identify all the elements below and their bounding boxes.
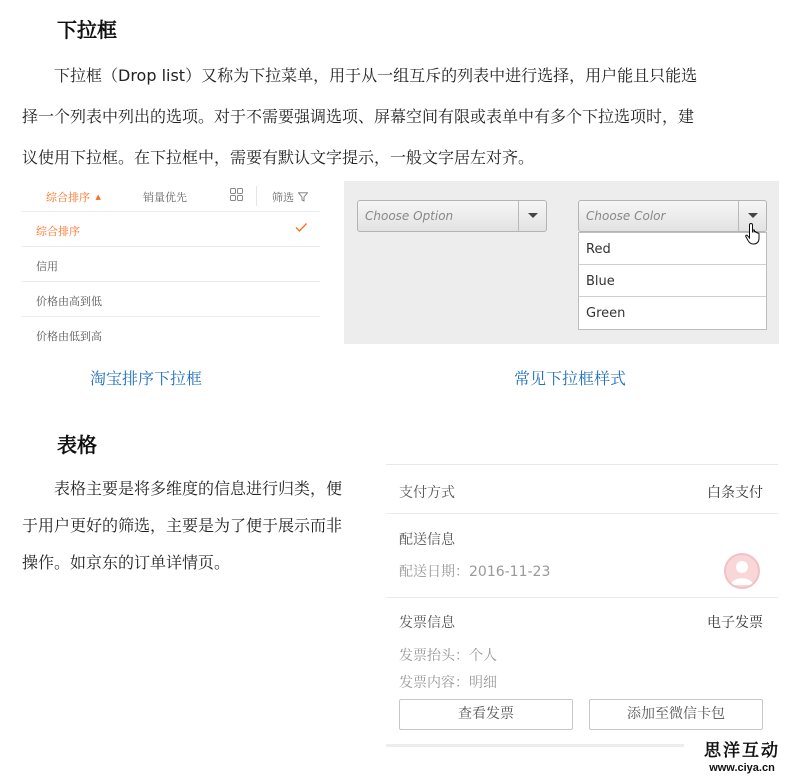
- row-divider: [386, 513, 778, 514]
- caret-down-icon: [528, 213, 538, 218]
- tab-sales-first[interactable]: 销量优先: [143, 191, 187, 204]
- user-icon: [726, 555, 758, 587]
- table-description-line: 于用户更好的筛选，主要是为了便于展示而非: [22, 516, 343, 535]
- caption-common-dropdown: 常见下拉框样式: [514, 369, 627, 388]
- invoice-content: 发票内容：明细: [399, 675, 497, 691]
- caret-up-icon: ▲: [95, 193, 101, 201]
- tab-comprehensive-sort[interactable]: [46, 189, 101, 205]
- payment-method-label: 支付方式: [399, 485, 455, 501]
- invoice-header: 发票抬头：个人: [399, 648, 497, 664]
- watermark-name: 思洋互动: [704, 741, 780, 761]
- choose-option-select[interactable]: [357, 200, 547, 232]
- section-title-dropdown: 下拉框: [57, 18, 117, 42]
- color-option-green[interactable]: Green: [586, 306, 626, 321]
- view-invoice-button[interactable]: 查看发票: [399, 699, 573, 730]
- payment-method-value: 白条支付: [707, 485, 763, 501]
- dropdown-description-line: 议使用下拉框。在下拉框中，需要有默认文字提示，一般文字居左对齐。: [22, 148, 535, 167]
- dropdown-description-line: 择一个列表中列出的选项。对于不需要强调选项、屏幕空间有限或表单中有多个下拉选项时，建: [22, 107, 695, 126]
- sort-option-label: 综合排序: [36, 225, 80, 238]
- select-placeholder: Choose Option: [365, 209, 454, 223]
- watermark-logo: [684, 741, 800, 780]
- taobao-sort-header: [22, 180, 320, 212]
- common-dropdown-panel: [344, 181, 779, 344]
- table-description-line: 表格主要是将多维度的信息进行归类，便: [22, 479, 343, 498]
- sort-option-label: 价格由低到高: [36, 330, 102, 343]
- delivery-date: 配送日期：2016-11-23: [399, 564, 551, 580]
- tab-label: 筛选: [272, 191, 294, 204]
- color-option-red[interactable]: Red: [579, 233, 766, 265]
- sort-option-comprehensive[interactable]: [22, 212, 320, 247]
- filter-funnel-icon: [298, 192, 308, 202]
- row-divider: [386, 597, 778, 598]
- tab-filter[interactable]: [272, 189, 308, 205]
- sort-option-label: 价格由高到低: [36, 295, 102, 308]
- table-description: [22, 470, 382, 581]
- tab-label: 综合排序: [46, 191, 90, 204]
- color-option-blue[interactable]: Blue: [579, 265, 766, 297]
- check-icon: [294, 220, 308, 234]
- hand-pointer-icon: [745, 222, 765, 246]
- dropdown-description: [22, 55, 782, 178]
- delivery-info-title: 配送信息: [399, 532, 455, 548]
- watermark-url: www.ciya.cn: [709, 762, 775, 774]
- table-description-line: 操作。如京东的订单详情页。: [22, 553, 231, 572]
- select-placeholder: Choose Color: [586, 209, 666, 223]
- section-title-table: 表格: [57, 433, 97, 457]
- invoice-info-title: 发票信息: [399, 615, 455, 631]
- invoice-type-value: 电子发票: [707, 615, 763, 631]
- grid-view-icon[interactable]: [230, 188, 243, 204]
- header-divider: [256, 186, 257, 206]
- caret-down-icon: [748, 213, 758, 218]
- caption-taobao-dropdown: 淘宝排序下拉框: [90, 369, 203, 388]
- taobao-sort-dropdown: [22, 180, 320, 346]
- avatar: [724, 553, 760, 589]
- select-toggle-button[interactable]: [518, 201, 546, 231]
- sort-option-price-desc[interactable]: [22, 282, 320, 317]
- add-to-wechat-wallet-button[interactable]: 添加至微信卡包: [589, 699, 763, 730]
- sort-option-price-asc[interactable]: [22, 317, 320, 352]
- choose-color-select[interactable]: [578, 200, 767, 232]
- jd-order-detail-table: [386, 464, 778, 747]
- dropdown-description-line: 下拉框（Drop list）又称为下拉菜单，用于从一组互斥的列表中进行选择，用户能且只能选: [22, 66, 698, 85]
- sort-option-credit[interactable]: [22, 247, 320, 282]
- color-options-list: [578, 232, 767, 330]
- sort-option-label: 信用: [36, 260, 58, 273]
